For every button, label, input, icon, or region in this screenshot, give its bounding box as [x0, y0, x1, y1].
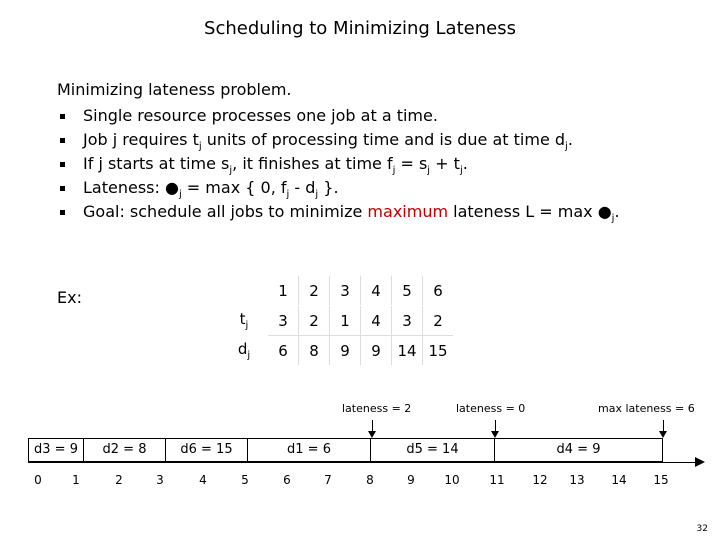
- job-index-cell: 6: [423, 276, 454, 306]
- time-tick-label: 12: [532, 473, 548, 487]
- time-tick-label: 1: [72, 473, 80, 487]
- time-tick-label: 11: [489, 473, 505, 487]
- subscript: j: [611, 213, 615, 225]
- bullet-text: }.: [318, 178, 339, 197]
- subscript: j: [427, 165, 431, 177]
- lateness-annotation: lateness = 2: [342, 402, 412, 415]
- job-index-cell: 3: [330, 276, 361, 306]
- emphasis-text: maximum: [367, 202, 449, 221]
- schedule-block-job2: d2 = 8: [83, 438, 166, 462]
- row-header-text: d: [237, 339, 248, 358]
- row-header-t: [220, 306, 268, 336]
- down-arrow-icon: [495, 420, 496, 432]
- subscript: j: [245, 320, 249, 331]
- due-time-cell: 9: [361, 336, 392, 366]
- intro-text: Minimizing lateness problem.: [57, 80, 292, 99]
- time-tick-label: 6: [283, 473, 291, 487]
- subscript: j: [315, 189, 319, 201]
- schedule-block-job3: d3 = 9: [28, 438, 84, 462]
- time-tick-label: 8: [366, 473, 374, 487]
- slide-title: Scheduling to Minimizing Lateness: [204, 18, 516, 39]
- bullet-item: [57, 152, 620, 176]
- due-time-cell: 8: [299, 336, 330, 366]
- due-time-cell: 9: [330, 336, 361, 366]
- bullet-text: .: [567, 130, 573, 149]
- job-index-cell: 2: [299, 276, 330, 306]
- bullet-item: [57, 128, 620, 152]
- due-time-cell: 14: [392, 336, 423, 366]
- processing-time-cell: 4: [361, 306, 392, 336]
- time-tick-label: 15: [653, 473, 669, 487]
- bullet-text: = s: [395, 154, 428, 173]
- down-arrow-icon: [663, 420, 664, 432]
- page-number: 32: [696, 524, 708, 534]
- processing-time-cell: 3: [268, 306, 299, 336]
- subscript: j: [459, 165, 463, 177]
- time-tick-label: 7: [324, 473, 332, 487]
- down-arrow-icon: [372, 420, 373, 432]
- job-index-cell: 4: [361, 276, 392, 306]
- processing-time-cell: 2: [423, 306, 454, 336]
- axis-arrow-icon: [695, 457, 705, 467]
- table-row: [220, 276, 453, 306]
- lateness-symbol: ●: [164, 178, 179, 197]
- subscript: j: [286, 189, 290, 201]
- bullet-list: [57, 104, 620, 224]
- due-time-cell: 15: [423, 336, 454, 366]
- lateness-annotation: lateness = 0: [456, 402, 526, 415]
- bullet-text: - d: [289, 178, 316, 197]
- time-tick-label: 14: [611, 473, 627, 487]
- bullet-icon: [60, 210, 65, 215]
- subscript: j: [178, 189, 182, 201]
- schedule-block-job5: d5 = 14: [370, 438, 495, 462]
- schedule-block-job1: d1 = 6: [247, 438, 371, 462]
- bullet-icon: [60, 138, 65, 143]
- bullet-icon: [60, 114, 65, 119]
- bullet-item: [57, 200, 620, 224]
- bullet-text: Job j requires t: [83, 130, 199, 149]
- subscript: j: [247, 349, 251, 361]
- time-tick-label: 13: [569, 473, 585, 487]
- jobs-table: [220, 276, 453, 365]
- time-tick-label: 3: [156, 473, 164, 487]
- bullet-text: lateness L = max: [448, 202, 598, 221]
- row-header-d: [220, 336, 268, 366]
- bullet-text: units of processing time and is due at time d: [201, 130, 566, 149]
- bullet-text: = max { 0, f: [181, 178, 287, 197]
- table-corner: [220, 276, 268, 306]
- bullet-text: Lateness:: [83, 178, 165, 197]
- lateness-symbol: ●: [597, 202, 612, 221]
- bullet-text: Single resource processes one job at a time.: [83, 106, 438, 125]
- max-lateness-annotation: max lateness = 6: [598, 402, 695, 415]
- bullet-text: .: [462, 154, 468, 173]
- job-index-cell: 5: [392, 276, 423, 306]
- bullet-text: If j starts at time s: [83, 154, 230, 173]
- time-tick-label: 2: [115, 473, 123, 487]
- bullet-icon: [60, 186, 65, 191]
- time-tick-label: 5: [241, 473, 249, 487]
- subscript: j: [565, 141, 568, 153]
- schedule-block-job6: d6 = 15: [165, 438, 248, 462]
- schedule-block-job4: d4 = 9: [494, 438, 663, 462]
- example-label: Ex:: [57, 288, 82, 307]
- time-tick-label: 9: [407, 473, 415, 487]
- table-row: [220, 336, 453, 366]
- due-time-cell: 6: [268, 336, 299, 366]
- table-row: [220, 306, 453, 336]
- bullet-text: , it finishes at time f: [232, 154, 393, 173]
- bullet-text: + t: [430, 154, 460, 173]
- bullet-item: [57, 176, 620, 200]
- time-tick-label: 4: [199, 473, 207, 487]
- time-tick-label: 0: [34, 473, 42, 487]
- subscript: j: [229, 165, 233, 177]
- job-index-cell: 1: [268, 276, 299, 306]
- row-header-text: t: [239, 310, 246, 328]
- time-axis: [28, 462, 698, 463]
- subscript: j: [198, 141, 202, 153]
- time-tick-label: 10: [444, 473, 460, 487]
- subscript: j: [392, 165, 396, 177]
- processing-time-cell: 3: [392, 306, 423, 336]
- bullet-icon: [60, 162, 65, 167]
- bullet-item: [57, 104, 620, 128]
- processing-time-cell: 2: [299, 306, 330, 336]
- bullet-text: .: [614, 202, 620, 221]
- bullet-text: Goal: schedule all jobs to minimize: [83, 202, 368, 221]
- processing-time-cell: 1: [330, 306, 361, 336]
